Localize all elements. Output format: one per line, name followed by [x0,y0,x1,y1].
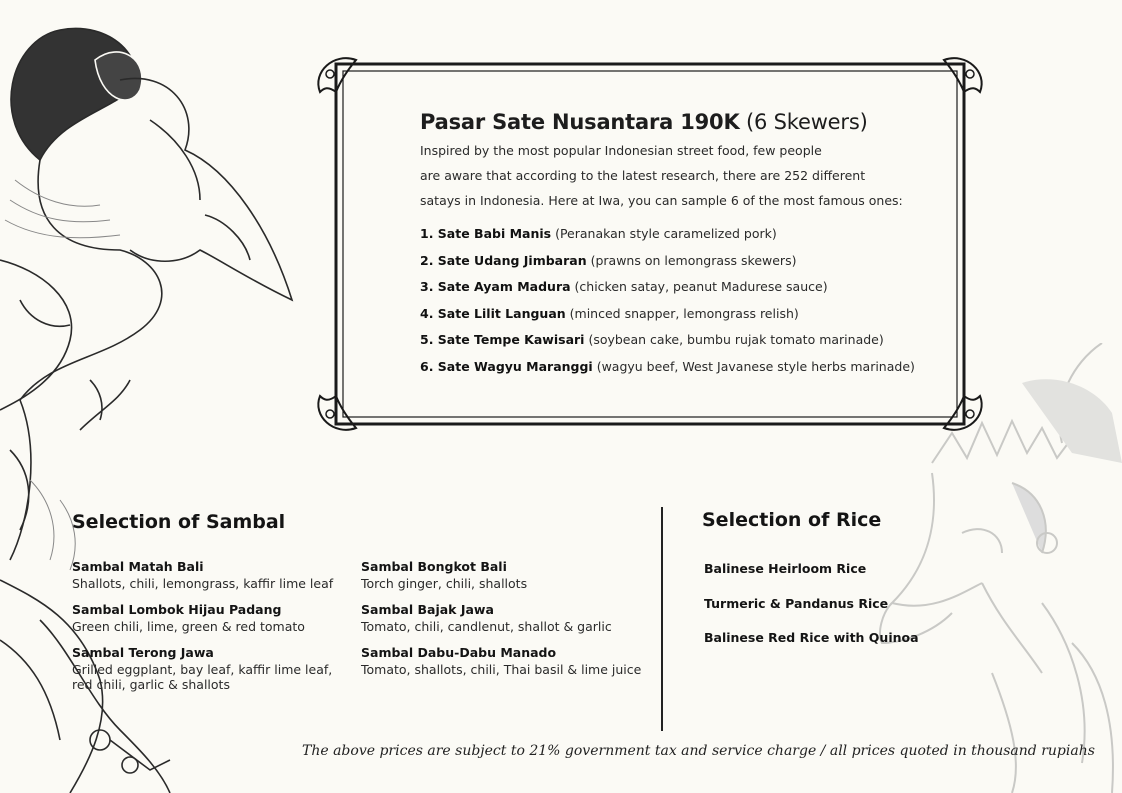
sambal-item-name: Sambal Lombok Hijau Padang [72,602,282,617]
sate-description-line: satays in Indonesia. Here at Iwa, you can sample 6 of the most famous ones: [420,193,903,208]
sate-list-item [420,248,960,275]
rice-item: Turmeric & Pandanus Rice [704,595,889,611]
sate-title-name: Pasar Sate Nusantara 190K [420,110,740,134]
sambal-item [361,601,651,634]
sambal-item-name: Sambal Terong Jawa [72,645,214,660]
sambal-item-name: Sambal Bongkot Bali [361,559,507,574]
sate-description-line: are aware that according to the latest research, there are 252 different [420,168,866,183]
rice-section-title: Selection of Rice [702,509,882,531]
sambal-item-desc: Green chili, lime, green & red tomato [72,619,305,634]
sate-list-item [420,354,960,381]
sate-title-suffix: (6 Skewers) [739,110,868,134]
rice-list [704,560,964,664]
sate-title [420,110,960,134]
sate-item-name: 5. Sate Tempe Kawisari [420,332,585,347]
sate-list [420,221,960,380]
sate-item-name: 4. Sate Lilit Languan [420,305,566,321]
rice-item: Balinese Red Rice with Quinoa [704,630,919,645]
sambal-item [72,558,342,591]
sambal-item-desc: Tomato, chili, candlenut, shallot & garlic [361,619,612,634]
sate-content [420,110,960,380]
sate-description [420,138,960,213]
sambal-item-name: Sambal Matah Bali [72,559,204,574]
sambal-item [72,644,342,692]
sate-list-item [420,221,960,248]
sate-item-desc: (wagyu beef, West Javanese style herbs marinade) [592,358,915,374]
sambal-section-title: Selection of Sambal [72,511,286,533]
sate-item-desc: (soybean cake, bumbu rujak tomato marinade) [584,332,884,347]
sate-description-line: Inspired by the most popular Indonesian street food, few people [420,143,822,158]
sate-item-desc: (prawns on lemongrass skewers) [586,252,797,268]
sambal-item-desc: Tomato, shallots, chili, Thai basil & lime juice [361,662,642,677]
sate-item-desc: (Peranakan style caramelized pork) [551,226,777,241]
sambal-item [361,558,651,591]
section-divider [661,507,663,731]
sambal-left-column [72,558,342,702]
sate-item-desc: (chicken satay, peanut Madurese sauce) [570,279,828,294]
sambal-item-name: Sambal Bajak Jawa [361,602,494,617]
sate-item-name: 1. Sate Babi Manis [420,226,552,241]
sate-item-name: 2. Sate Udang Jimbaran [420,252,587,268]
sambal-item-desc: Torch ginger, chili, shallots [361,576,528,591]
sambal-item [361,644,651,677]
sambal-item [72,601,342,634]
sate-item-desc: (minced snapper, lemongrass relish) [565,305,799,321]
rice-item: Balinese Heirloom Rice [704,561,867,576]
sate-frame [316,52,984,436]
sate-item-name: 6. Sate Wagyu Maranggi [420,358,593,374]
sate-list-item [420,274,960,301]
sambal-item-desc: Grilled eggplant, bay leaf, kaffir lime leaf, red chili, garlic & shallots [72,662,333,692]
tax-footnote: The above prices are subject to 21% government tax and service charge / all prices quoted in thousand rupiahs [302,743,1095,759]
sate-list-item [420,327,960,354]
sambal-right-column [361,558,651,687]
sambal-item-desc: Shallots, chili, lemongrass, kaffir lime leaf [72,576,334,591]
sate-item-name: 3. Sate Ayam Madura [420,279,571,294]
sate-list-item [420,301,960,328]
sambal-item-name: Sambal Dabu-Dabu Manado [361,645,557,660]
